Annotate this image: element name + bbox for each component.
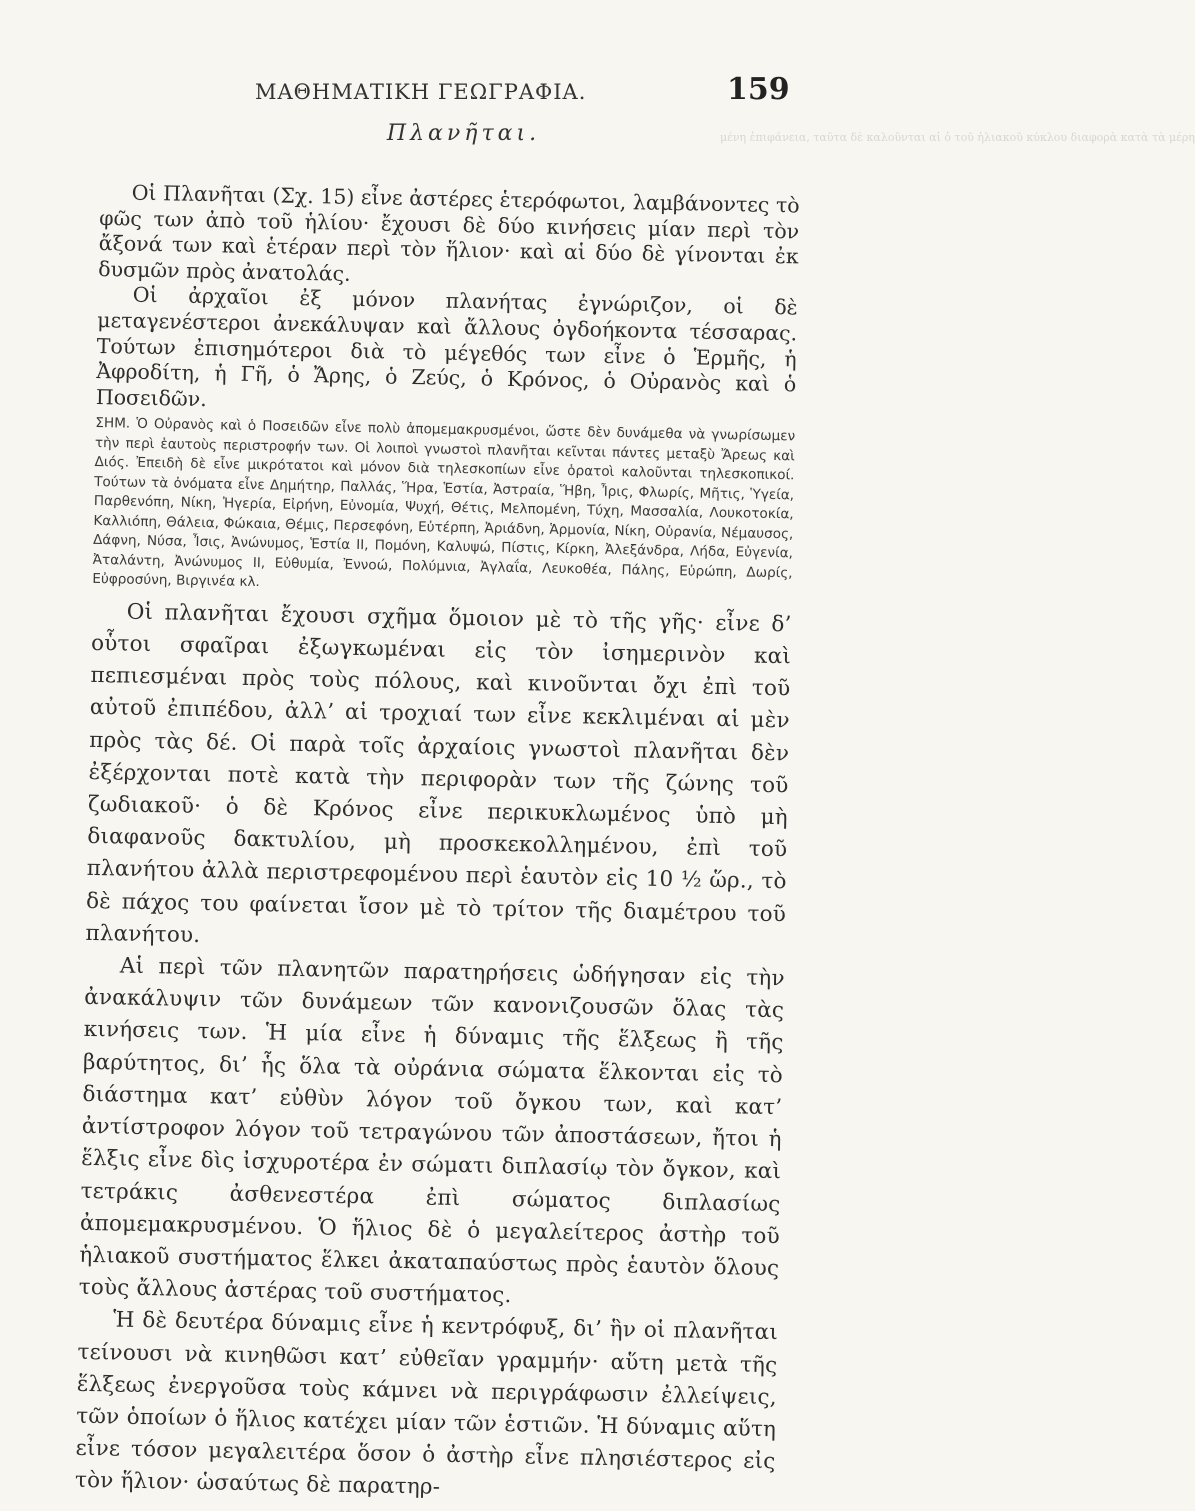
- paragraph-intro: Οἱ Πλανῆται (Σχ. 15) εἶνε ἀστέρες ἑτερόφωτοι, λαμβάνοντες τὸ φῶς των ἀπὸ τοῦ ἡλίου· ἔχουσι δὲ δύο κινήσεις μίαν περὶ τὸν ἄξονά των καὶ ἑτέραν περὶ τὸν ἥλιον· καὶ αἱ δύο δὲ γίνονται ἐκ δυσμῶν πρὸς ἀνατολάς.: [98, 180, 800, 286]
- paragraph-ancient-planets: Οἱ ἀρχαῖοι ἐξ μόνον πλανήτας ἐγνώριζον, οἱ δὲ μεταγενέστεροι ἀνεκάλυψαν καὶ ἄλλους ὀγδοήκοντα τέσσαρας. Τούτων ἐπισημότεροι διὰ τὸ μέγεθός των εἶνε ὁ Ἑρμῆς, ἡ Ἀφροδίτη, ἡ Γῆ, ὁ Ἄρης, ὁ Ζεύς, ὁ Κρόνος, ὁ Οὐρανὸς καὶ ὁ Ποσειδῶν.: [95, 283, 798, 411]
- bleed-through-text: μένη ἐπιφάνεια, ταῦτα δὲ καλοῦνται αἱ ὁ τοῦ ἡλιακοῦ κύκλου διαφορὰ κατὰ τὰ μέρη: [720, 131, 1195, 144]
- page-number: 159: [727, 72, 790, 107]
- paragraph-gravitation: Αἱ περὶ τῶν πλανητῶν παρατηρήσεις ὡδήγησαν εἰς τὴν ἀνακάλυψιν τῶν δυνάμεων τῶν κανονιζουσῶν ὅλας τὰς κινήσεις των. Ἡ μία εἶνε ἡ δύναμις τῆς ἕλξεως ἢ τῆς βαρύτητος, δι’ ἧς ὅλα τὰ οὐράνια σώματα ἕλκονται εἰς τὸ διάστημα κατ’ εὐθὺν λόγον τοῦ ὄγκου των, καὶ κατ’ ἀντίστροφον λόγον τοῦ τετραγώνου τῶν ἀποστάσεων, ἤτοι ἡ ἕλξις εἶνε δὶς ἰσχυροτέρα ἐν σώματι διπλασίῳ τὸν ὄγκον, καὶ τετράκις ἀσθενεστέρα ἐπὶ σώματος διπλασίως ἀπομεμακρυσμένου. Ὁ ἥλιος δὲ ὁ μεγαλείτερος ἀστὴρ τοῦ ἡλιακοῦ συστήματος ἕλκει ἀκαταπαύστως πρὸς ἑαυτὸν ὅλους τοὺς ἄλλους ἀστέρας τοῦ συστήματος.: [78, 953, 786, 1309]
- running-title: ΜΑΘΗΜΑΤΙΚΗ ΓΕΩΓΡΑΦΙΑ.: [255, 80, 587, 104]
- body-text: [75, 180, 800, 1511]
- running-head: [0, 72, 927, 112]
- paragraph-planet-shape: Οἱ πλανῆται ἔχουσι σχῆμα ὅμοιον μὲ τὸ τῆς γῆς· εἶνε δ’ οὗτοι σφαῖραι ἐξωγκωμέναι εἰς τὸν ἰσημερινὸν καὶ πεπιεσμέναι πρὸς τοὺς πόλους, καὶ κινοῦνται ὄχι ἐπὶ τοῦ αὐτοῦ ἐπιπέδου, ἀλλ’ αἱ τροχιαί των εἶνε κεκλιμέναι αἱ μὲν πρὸς τὰς δέ. Οἱ παρὰ τοῖς ἀρχαίοις γνωστοὶ πλανῆται δὲν ἐξέρχονται ποτὲ κατὰ τὴν περιφορὰν των τῆς ζώνης τοῦ ζωδιακοῦ· ὁ δὲ Κρόνος εἶνε περικυκλωμένος ὑπὸ μὴ διαφανοῦς δακτυλίου, μὴ προσκεκολλημένου, ἐπὶ τοῦ πλανήτου ἀλλὰ περιστρεφομένου περὶ ἑαυτὸν εἰς 10 ½ ὥρ., τὸ δὲ πάχος του φαίνεται ἴσον μὲ τὸ τρίτον τῆς διαμέτρου τοῦ πλανήτου.: [85, 599, 792, 948]
- footnote-telescopic-planets: ΣΗΜ. Ὁ Οὐρανὸς καὶ ὁ Ποσειδῶν εἶνε πολὺ ἀπομεμακρυσμένοι, ὥστε δὲν δυνάμεθα νὰ γνωρίσωμεν τὴν περὶ ἑαυτοὺς περιστροφήν των. Οἱ λοιποὶ γνωστοὶ πλανῆται κεῖνται πάντες μεταξὺ Ἄρεως καὶ Διός. Ἐπειδὴ δὲ εἶνε μικρότατοι καὶ μόνον διὰ τηλεσκοπίων εἶνε ὁρατοὶ καλοῦνται τηλεσκοπικοί. Τούτων τὰ ὀνόματα εἶνε Δημήτηρ, Παλλάς, Ἥρα, Ἑστία, Ἀστραία, Ἥβη, Ἶρις, Φλωρίς, Μῆτις, Ὑγεία, Παρθενόπη, Νίκη, Ἠγερία, Εἰρήνη, Εὐνομία, Ψυχή, Θέτις, Μελπομένη, Τύχη, Μασσαλία, Λουκοτοκία, Καλλιόπη, Θάλεια, Φώκαια, Θέμις, Περσεφόνη, Εὐτέρπη, Ἀριάδνη, Ἁρμονία, Νίκη, Οὐρανία, Νέμαυσος, Δάφνη, Νύσα, Ἶσις, Ἀνώνυμος, Ἑστία ΙΙ, Πομόνη, Καλυψώ, Πίστις, Κίρκη, Ἀλεξάνδρα, Λήδα, Εὐγενία, Ἀταλάντη, Ἀνώνυμος ΙΙ, Εὐθυμία, Ἐννοώ, Πολύμνια, Ἀγλαΐα, Λευκοθέα, Πάλης, Εὐρώπη, Δωρίς, Εὐφροσύνη, Βιργινέα κλ.: [92, 415, 796, 591]
- section-title: Πλανῆται.: [386, 121, 541, 146]
- paragraph-centrifugal: Ἡ δὲ δευτέρα δύναμις εἶνε ἡ κεντρόφυξ, δι’ ἣν οἱ πλανῆται τείνουσι νὰ κινηθῶσι κατ’ εὐθεῖαν γραμμήν· αὕτη μετὰ τῆς ἕλξεως ἐνεργοῦσα τοὺς κάμνει νὰ περιγράφωσιν ἐλλείψεις, τῶν ὁποίων ὁ ἥλιος κατέχει μίαν τῶν ἑστιῶν. Ἡ δύναμις αὕτη εἶνε τόσον μεγαλειτέρα ὅσον ὁ ἀστὴρ εἶνε πλησιέστερος εἰς τὸν ἥλιον· ὡσαύτως δὲ παρατηρ-: [74, 1307, 779, 1501]
